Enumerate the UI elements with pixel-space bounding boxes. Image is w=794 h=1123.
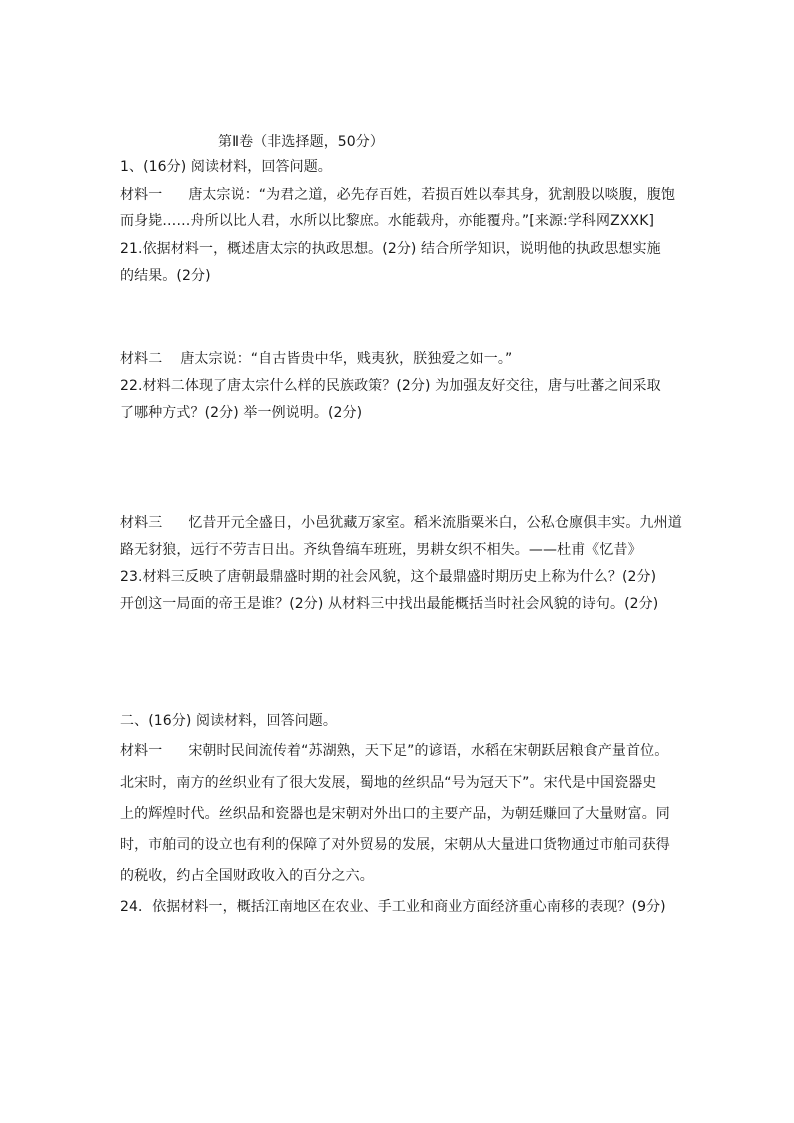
question-22-line-1: 22.材料二体现了唐太宗什么样的民族政策？(2分) 为加强友好交往，唐与吐蕃之间采取: [120, 378, 661, 394]
material-text: 唐太宗说：“自古皆贵中华，贱夷狄，朕独爱之如一。”: [180, 351, 513, 367]
material-label: 材料三: [120, 515, 163, 531]
q1-material-2: [120, 349, 690, 369]
material-label: 材料一: [120, 187, 163, 203]
question-21-line-2: 的结果。(2分): [120, 268, 211, 284]
material-text: 唐太宗说：“为君之道，必先存百姓，若损百姓以奉其身，犹割股以啖腹，腹饱: [188, 187, 676, 203]
q1-material-3-line-1: [120, 513, 690, 533]
question-23-line-2: 开创这一局面的帝王是谁？(2分) 从材料三中找出最能概括当时社会风貌的诗句。(2分): [120, 596, 659, 612]
question-2-header: 二、(16分) 阅读材料，回答问题。: [120, 713, 337, 729]
q2-material-1-line-4: 时，市舶司的设立也有利的保障了对外贸易的发展，宋朝从大量进口货物通过市舶司获得: [120, 837, 670, 853]
section-title: 第Ⅱ卷（非选择题，50分）: [218, 134, 385, 150]
q1-material-3-line-2: 路无豺狼，远行不劳吉日出。齐纨鲁缟车班班，男耕女织不相失。——杜甫《忆昔》: [120, 542, 642, 558]
q1-material-1-line-1: [120, 185, 690, 205]
q2-material-1-line-1: [120, 741, 690, 761]
question-24: 24．依据材料一，概括江南地区在农业、手工业和商业方面经济重心南移的表现？(9分): [120, 899, 666, 915]
question-22-line-2: 了哪种方式？(2分) 举一例说明。(2分): [120, 405, 363, 421]
material-text: 宋朝时民间流传着“苏湖熟，天下足”的谚语，水稻在宋朝跃居粮食产量首位。: [188, 743, 669, 759]
q2-material-1-line-5: 的税收，约占全国财政收入的百分之六。: [120, 868, 374, 884]
question-1-header: 1、(16分) 阅读材料，回答问题。: [120, 159, 332, 175]
material-label: 材料二: [120, 351, 163, 367]
material-label: 材料一: [120, 743, 163, 759]
q1-material-1-line-2: 而身毙……舟所以比人君，水所以比黎庶。水能载舟，亦能覆舟。”[来源:学科网ZXXK]: [120, 213, 655, 229]
q2-material-1-line-3: 上的辉煌时代。丝织品和瓷器也是宋朝对外出口的主要产品，为朝廷赚回了大量财富。同: [120, 806, 670, 822]
q2-material-1-line-2: 北宋时，南方的丝织业有了很大发展，蜀地的丝织品“号为冠天下”。宋代是中国瓷器史: [120, 775, 657, 791]
question-21-line-1: 21.依据材料一，概述唐太宗的执政思想。(2分) 结合所学知识，说明他的执政思想实施: [120, 241, 661, 257]
material-text: 忆昔开元全盛日，小邑犹藏万家室。稻米流脂粟米白，公私仓廪俱丰实。九州道: [188, 515, 682, 531]
question-23-line-1: 23.材料三反映了唐朝最鼎盛时期的社会风貌，这个最鼎盛时期历史上称为什么？(2分): [120, 569, 657, 585]
